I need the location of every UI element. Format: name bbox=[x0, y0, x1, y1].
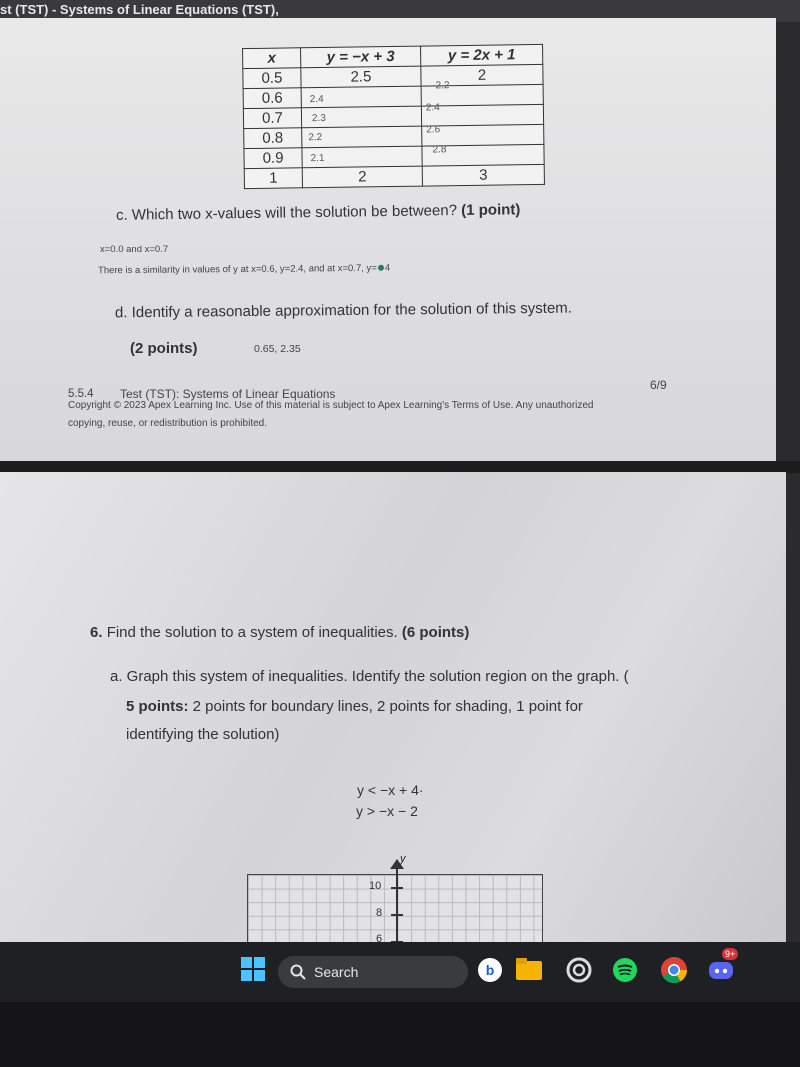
tick-mark bbox=[391, 914, 403, 916]
tick-label: 8 bbox=[376, 907, 383, 919]
worksheet-page-2 bbox=[0, 472, 786, 942]
table-cell-y1 bbox=[302, 166, 422, 188]
table-cell-y1 bbox=[301, 86, 421, 108]
table-header-y2: y = 2x + 1 bbox=[421, 44, 543, 66]
question-d-answer: 0.65, 2.35 bbox=[254, 343, 301, 355]
footer-copyright: Copyright © 2023 Apex Learning Inc. Use of this material is subject to Apex Learning's Terms of Use. Any unauthorized bbox=[68, 400, 594, 411]
footer-section: 5.5.4 bbox=[68, 388, 94, 400]
tick-mark bbox=[391, 887, 403, 889]
desk-surface bbox=[0, 1002, 800, 1067]
inequality-1: y < −x + 4· bbox=[357, 782, 424, 798]
answer-tail: 4 bbox=[384, 262, 391, 274]
table-row bbox=[244, 164, 544, 188]
notification-badge: 9+ bbox=[722, 948, 738, 960]
printed-value: 3 bbox=[479, 166, 488, 184]
footer-test-title: Test (TST): Systems of Linear Equations bbox=[120, 387, 336, 401]
bing-icon[interactable]: b bbox=[478, 958, 502, 982]
question-6a-line-3: identifying the solution) bbox=[126, 726, 280, 743]
handwritten-value: 2.2 bbox=[435, 80, 450, 92]
answer-text: There is a similarity in values of y at x=0.6, y=2.4, and at x=0.7, y= bbox=[97, 262, 377, 277]
handwritten-value: 2.1 bbox=[310, 152, 325, 165]
table-cell-y2 bbox=[422, 144, 544, 166]
spotify-icon[interactable] bbox=[612, 957, 638, 983]
tick-label: 10 bbox=[369, 880, 382, 892]
table-cell-x: 0.8 bbox=[244, 128, 302, 149]
printed-value: 2 bbox=[358, 168, 367, 186]
handwritten-value: 2.8 bbox=[432, 144, 447, 156]
question-6a-line-1: a. Graph this system of inequalities. Identify the solution region on the graph. ( bbox=[110, 668, 629, 685]
worksheet-page-1 bbox=[0, 18, 776, 463]
chrome-icon[interactable] bbox=[660, 956, 688, 984]
question-6-prompt bbox=[90, 624, 469, 641]
table-cell-x: 1 bbox=[244, 168, 302, 189]
table-cell-x: 0.9 bbox=[244, 148, 302, 169]
table-cell-y1 bbox=[302, 126, 422, 148]
question-6a-line-2 bbox=[126, 698, 583, 715]
printed-value: 2 bbox=[477, 66, 487, 84]
table-cell-x: 0.5 bbox=[243, 68, 301, 89]
footer-page-number: 6/9 bbox=[650, 378, 667, 392]
y-axis-label: y bbox=[400, 853, 406, 865]
question-c-prompt bbox=[116, 201, 521, 224]
question-6-text: Find the solution to a system of inequalities. bbox=[106, 624, 398, 641]
table-cell-y2 bbox=[421, 104, 543, 126]
taskbar bbox=[0, 942, 800, 1002]
question-6a-bold: 5 points: bbox=[126, 698, 189, 715]
question-c-points: (1 point) bbox=[461, 201, 521, 220]
file-explorer-icon[interactable] bbox=[516, 958, 542, 980]
taskbar-search[interactable] bbox=[278, 956, 468, 988]
y-axis bbox=[396, 865, 398, 942]
printed-value: 2.5 bbox=[350, 68, 372, 86]
table-header-y1: y = −x + 3 bbox=[301, 46, 421, 68]
question-d-points-label: (2 points) bbox=[130, 340, 198, 357]
handwritten-value: 2.2 bbox=[308, 131, 323, 144]
values-table bbox=[242, 44, 545, 189]
table-cell-x: 0.6 bbox=[243, 88, 301, 109]
table-header-x: x bbox=[243, 48, 301, 69]
table-cell-y1 bbox=[302, 146, 422, 168]
handwritten-value: 2.4 bbox=[425, 102, 440, 114]
table-cell-x: 0.7 bbox=[243, 108, 301, 129]
discord-icon[interactable] bbox=[708, 949, 736, 982]
handwritten-value: 2.4 bbox=[309, 93, 324, 106]
question-c-text: c. Which two x-values will the solution be between? bbox=[115, 202, 458, 224]
table-cell-y2 bbox=[422, 124, 544, 146]
question-6-points: (6 points) bbox=[401, 624, 470, 641]
tick-label: 6 bbox=[376, 933, 383, 942]
window-title: st (TST) - Systems of Linear Equations (TST), bbox=[0, 2, 279, 17]
table-cell-y1 bbox=[301, 66, 421, 88]
cursor-dot-icon bbox=[378, 265, 384, 271]
question-c-answer-2 bbox=[98, 263, 390, 277]
app-circle-icon[interactable] bbox=[566, 957, 592, 983]
inequality-2: y > −x − 2 bbox=[356, 803, 418, 819]
table-cell-y1 bbox=[301, 106, 421, 128]
question-6-number: 6. bbox=[90, 624, 103, 641]
search-label: Search bbox=[314, 964, 359, 980]
footer-copyright-2: copying, reuse, or redistribution is prohibited. bbox=[68, 418, 267, 429]
handwritten-value: 2.3 bbox=[311, 112, 327, 125]
question-6a-rest: 2 points for boundary lines, 2 points for shading, 1 point for bbox=[188, 698, 583, 715]
question-d-points bbox=[130, 340, 198, 357]
question-d-prompt: d. Identify a reasonable approximation for the solution of this system. bbox=[114, 299, 572, 322]
handwritten-value: 2.6 bbox=[426, 124, 441, 136]
question-c-answer-1: x=0.0 and x=0.7 bbox=[100, 244, 169, 255]
search-icon bbox=[290, 964, 306, 980]
coordinate-graph[interactable] bbox=[247, 853, 543, 942]
windows-start-icon[interactable] bbox=[240, 956, 266, 982]
table-cell-y2 bbox=[422, 164, 544, 186]
